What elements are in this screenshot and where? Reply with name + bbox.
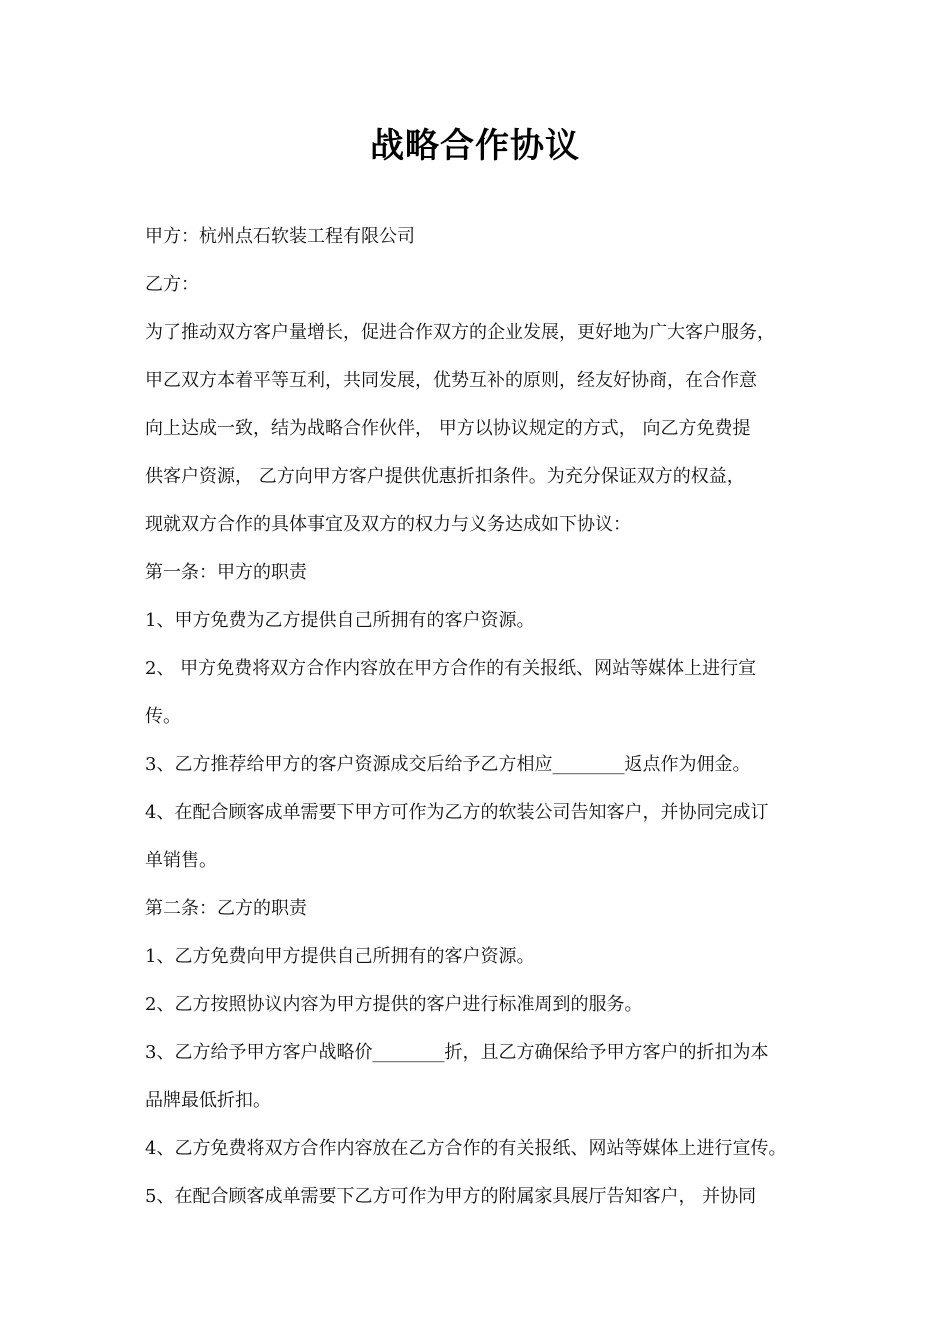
clause-line: 5、在配合顾客成单需要下乙方可作为甲方的附属家具展厅告知客户， 并协同 <box>145 1186 757 1207</box>
preamble-line: 供客户资源， 乙方向甲方客户提供优惠折扣条件。为充分保证双方的权益， <box>145 466 745 487</box>
clause-line: 2、乙方按照协议内容为甲方提供的客户进行标准周到的服务。 <box>145 994 643 1015</box>
clause-line: 4、在配合顾客成单需要下甲方可作为乙方的软装公司告知客户，并协同完成订 <box>145 802 769 823</box>
article-two-heading: 第二条：乙方的职责 <box>145 898 307 919</box>
clause-line: 单销售。 <box>145 850 217 871</box>
preamble-line: 向上达成一致，结为战略合作伙伴， 甲方以协议规定的方式， 向乙方免费提 <box>145 418 751 439</box>
party-b-line: 乙方： <box>145 274 199 295</box>
clause-line: 3、乙方推荐给甲方的客户资源成交后给予乙方相应________返点作为佣金。 <box>145 754 751 775</box>
party-a-line: 甲方：杭州点石软装工程有限公司 <box>145 226 415 247</box>
preamble-line: 甲乙双方本着平等互利，共同发展，优势互补的原则，经友好协商，在合作意 <box>145 370 757 391</box>
clause-line: 4、乙方免费将双方合作内容放在乙方合作的有关报纸、网站等媒体上进行宣传。 <box>145 1138 787 1159</box>
clause-line: 传。 <box>145 706 181 727</box>
document-title: 战略合作协议 <box>370 126 580 166</box>
clause-line: 3、乙方给予甲方客户战略价________折，且乙方确保给予甲方客户的折扣为本 <box>145 1042 769 1063</box>
clause-line: 1、甲方免费为乙方提供自己所拥有的客户资源。 <box>145 610 535 631</box>
clause-line: 品牌最低折扣。 <box>145 1090 271 1111</box>
preamble-line: 为了推动双方客户量增长，促进合作双方的企业发展，更好地为广大客户服务， <box>145 322 775 343</box>
clause-line: 1、乙方免费向甲方提供自己所拥有的客户资源。 <box>145 946 535 967</box>
article-one-heading: 第一条：甲方的职责 <box>145 562 307 583</box>
clause-line: 2、 甲方免费将双方合作内容放在甲方合作的有关报纸、网站等媒体上进行宣 <box>145 658 757 679</box>
preamble-line: 现就双方合作的具体事宜及双方的权力与义务达成如下协议： <box>145 514 631 535</box>
